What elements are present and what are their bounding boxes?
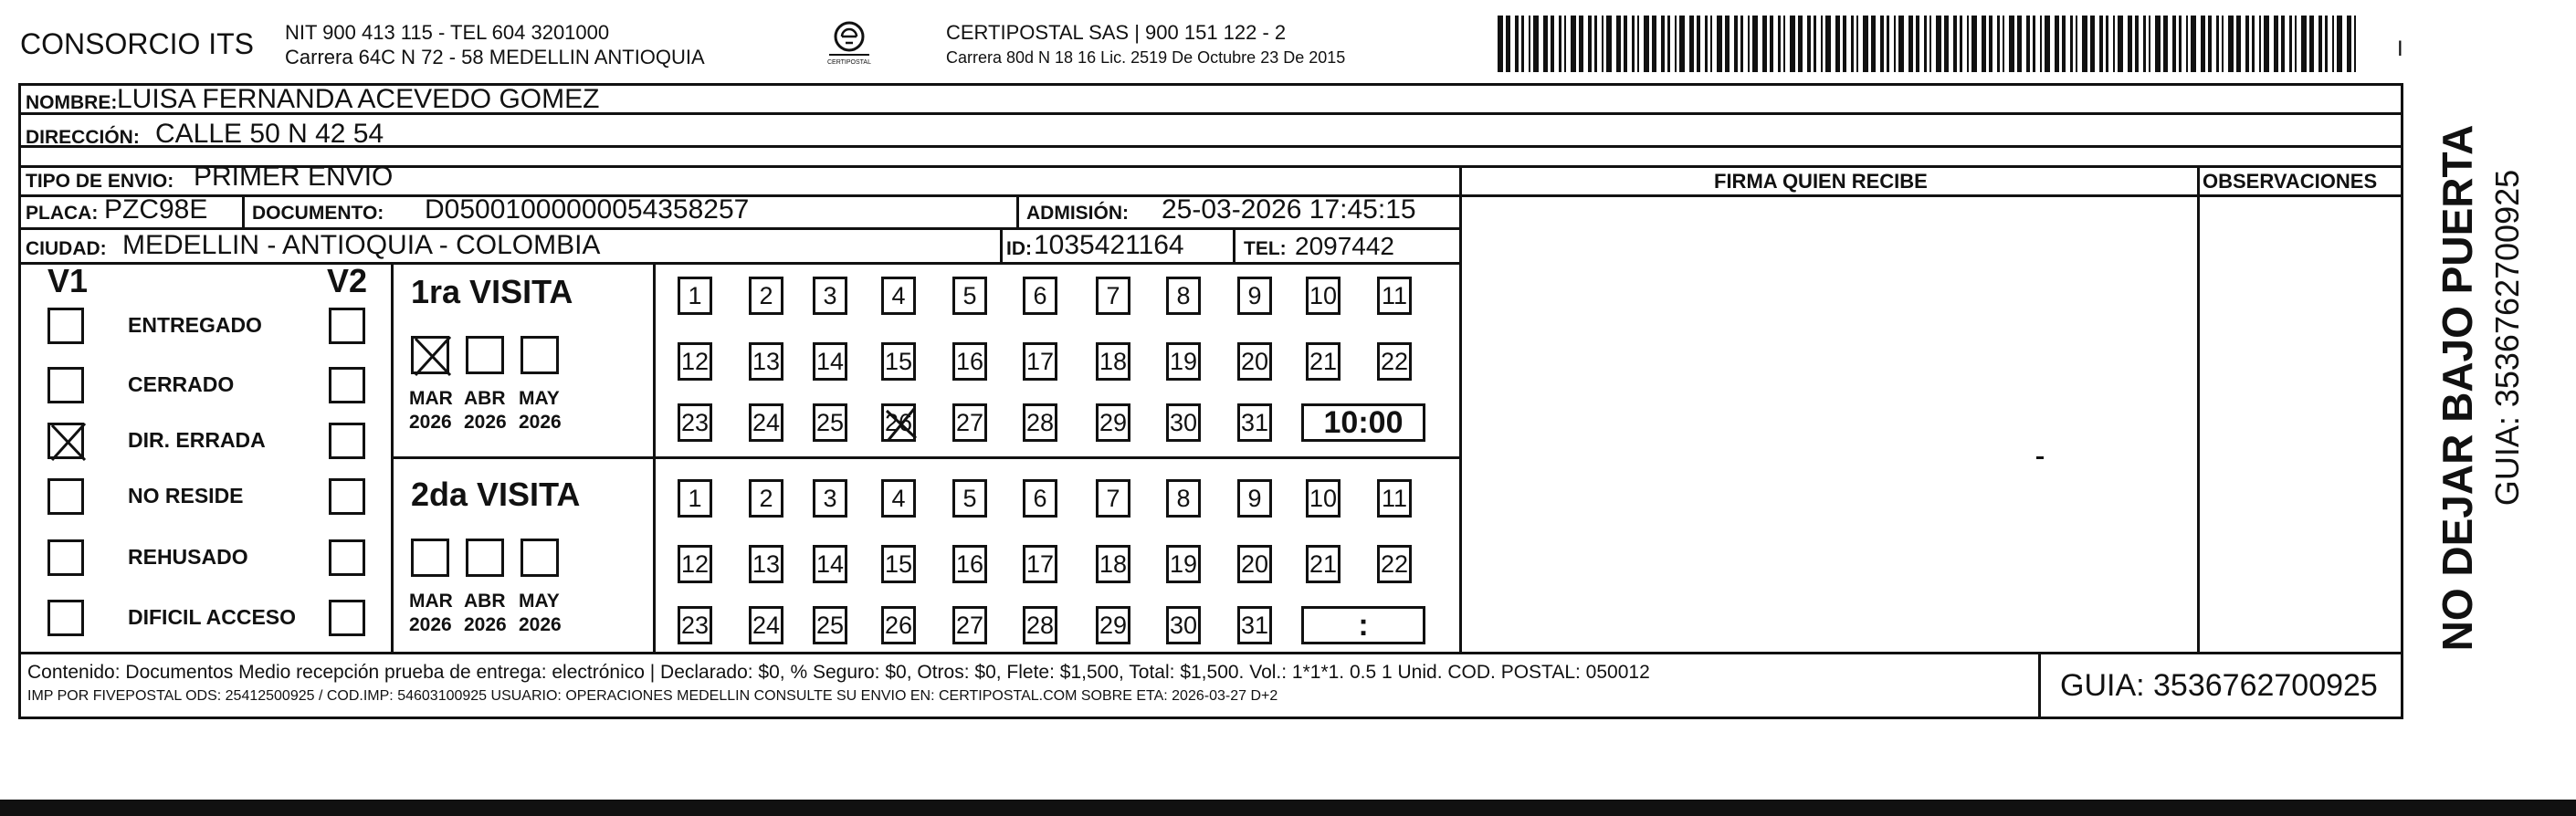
year-label: 2026 — [409, 614, 452, 635]
month-label: MAY — [519, 591, 560, 612]
day-cell[interactable] — [678, 277, 712, 315]
visit-title: 2da VISITA — [411, 476, 581, 513]
day-cell[interactable] — [952, 479, 987, 518]
day-cell[interactable] — [1166, 545, 1201, 583]
day-cell[interactable] — [1237, 403, 1272, 442]
month-checkbox[interactable] — [520, 539, 559, 577]
day-cell[interactable] — [1237, 545, 1272, 583]
month-label: ABR — [464, 388, 506, 409]
v1-checkbox[interactable] — [47, 478, 84, 515]
ciudad-label: CIUDAD: — [26, 238, 107, 259]
day-number: 12 — [680, 549, 710, 578]
v2-checkbox[interactable] — [329, 478, 365, 515]
month-checkbox[interactable] — [466, 539, 504, 577]
day-cell[interactable] — [1096, 545, 1130, 583]
v2-checkbox[interactable] — [329, 367, 365, 403]
visit-time-field[interactable] — [1301, 403, 1425, 442]
day-number: 4 — [891, 484, 906, 512]
day-cell[interactable] — [1306, 479, 1341, 518]
month-checkbox[interactable] — [411, 539, 449, 577]
day-cell[interactable] — [1377, 545, 1412, 583]
day-number: 30 — [1169, 408, 1198, 436]
day-number: 3 — [823, 281, 837, 309]
day-number: 21 — [1309, 549, 1338, 578]
day-number: 31 — [1240, 408, 1269, 436]
day-number: 4 — [891, 281, 906, 309]
month-label: MAR — [409, 388, 453, 409]
day-number: 15 — [884, 347, 913, 375]
day-number: 7 — [1106, 281, 1120, 309]
day-number: 5 — [962, 484, 977, 512]
day-number: 8 — [1176, 281, 1191, 309]
day-cell[interactable] — [881, 342, 916, 381]
day-cell[interactable] — [952, 545, 987, 583]
day-cell[interactable] — [1023, 479, 1057, 518]
day-cell[interactable] — [1023, 606, 1057, 644]
id-label: ID: — [1006, 238, 1032, 259]
company-nit: NIT 900 413 115 - TEL 604 3201000 — [285, 21, 610, 44]
placa-value: PZC98E — [104, 194, 208, 225]
day-cell[interactable] — [1237, 479, 1272, 518]
day-cell[interactable] — [678, 606, 712, 644]
day-number: 8 — [1176, 484, 1191, 512]
month-checkbox[interactable] — [411, 336, 449, 374]
v2-checkbox[interactable] — [329, 423, 365, 459]
day-cell[interactable] — [749, 545, 783, 583]
logo-text: CERTIPOSTAL — [827, 59, 871, 66]
admision-label: ADMISIÓN: — [1026, 203, 1129, 224]
day-number: 23 — [680, 611, 710, 639]
day-cell[interactable] — [881, 545, 916, 583]
day-cell[interactable] — [678, 479, 712, 518]
status-label: DIR. ERRADA — [128, 428, 266, 452]
day-cell[interactable] — [1306, 342, 1341, 381]
day-number: 20 — [1240, 347, 1269, 375]
v2-checkbox[interactable] — [329, 600, 365, 636]
month-label: ABR — [464, 591, 506, 612]
month-label: MAY — [519, 388, 560, 409]
v2-checkbox[interactable] — [329, 539, 365, 576]
day-number: 9 — [1247, 484, 1262, 512]
day-number: 19 — [1169, 549, 1198, 578]
day-cell[interactable] — [952, 606, 987, 644]
day-number: 20 — [1240, 549, 1269, 578]
day-number: 18 — [1099, 549, 1128, 578]
day-number: 16 — [955, 347, 984, 375]
day-cell[interactable] — [1023, 545, 1057, 583]
month-checkbox[interactable] — [520, 336, 559, 374]
v2-checkbox[interactable] — [329, 308, 365, 344]
day-number: 18 — [1099, 347, 1128, 375]
day-number: 26 — [884, 408, 913, 436]
day-cell[interactable] — [881, 606, 916, 644]
company-name: CONSORCIO ITS — [20, 27, 255, 60]
month-checkbox[interactable] — [466, 336, 504, 374]
status-label: DIFICIL ACCESO — [128, 605, 297, 629]
tel-label: TEL: — [1244, 238, 1287, 259]
day-number: 14 — [815, 549, 845, 578]
day-number: 10 — [1309, 484, 1338, 512]
day-cell[interactable] — [749, 606, 783, 644]
day-cell[interactable] — [1023, 342, 1057, 381]
day-cell[interactable] — [1306, 545, 1341, 583]
tipo-envio-value: PRIMER ENVIO — [194, 162, 394, 192]
admision-value: 25-03-2026 17:45:15 — [1162, 194, 1416, 225]
day-number: 23 — [680, 408, 710, 436]
day-number: 28 — [1025, 408, 1055, 436]
observaciones-label: OBSERVACIONES — [2203, 170, 2378, 193]
day-cell[interactable] — [813, 342, 847, 381]
day-cell[interactable] — [1306, 277, 1341, 315]
day-cell[interactable] — [749, 342, 783, 381]
status-label: NO RESIDE — [128, 484, 244, 507]
day-cell[interactable] — [1166, 342, 1201, 381]
day-cell[interactable] — [678, 545, 712, 583]
barcode-icon — [1498, 16, 2360, 72]
day-number: 9 — [1247, 281, 1262, 309]
scan-speck — [2036, 456, 2044, 459]
day-cell[interactable] — [1096, 342, 1130, 381]
day-number: 13 — [752, 549, 781, 578]
status-label: CERRADO — [128, 372, 235, 396]
day-cell[interactable] — [1237, 277, 1272, 315]
documento-label: DOCUMENTO: — [252, 203, 384, 224]
day-number: 22 — [1380, 549, 1409, 578]
visit-time-value: 10:00 — [1323, 404, 1404, 440]
footer-guia: GUIA: 3536762700925 — [2060, 668, 2378, 703]
day-number: 31 — [1240, 611, 1269, 639]
day-number: 24 — [752, 408, 781, 436]
corner-mark: I — [2397, 37, 2403, 61]
day-cell[interactable] — [1096, 403, 1130, 442]
day-cell[interactable] — [1096, 479, 1130, 518]
month-label: MAR — [409, 591, 453, 612]
certipostal-logo-icon — [822, 18, 877, 68]
day-number: 29 — [1099, 611, 1128, 639]
day-number: 10 — [1309, 281, 1338, 309]
year-label: 2026 — [464, 412, 507, 433]
day-number: 11 — [1381, 484, 1408, 512]
day-number: 17 — [1025, 549, 1055, 578]
day-cell[interactable] — [1377, 479, 1412, 518]
v1-checkbox[interactable] — [47, 367, 84, 403]
v1-checkbox[interactable] — [47, 308, 84, 344]
day-cell[interactable] — [813, 606, 847, 644]
day-number: 7 — [1106, 484, 1120, 512]
visit-time-value: : — [1358, 607, 1369, 643]
day-cell[interactable] — [881, 403, 916, 442]
v1-checkbox[interactable] — [47, 600, 84, 636]
tel-value: 2097442 — [1295, 232, 1395, 260]
day-number: 1 — [688, 484, 702, 512]
nombre-label: NOMBRE: — [26, 92, 118, 113]
year-label: 2026 — [519, 614, 562, 635]
day-cell[interactable] — [881, 479, 916, 518]
day-cell[interactable] — [813, 545, 847, 583]
day-cell[interactable] — [952, 403, 987, 442]
id-value: 1035421164 — [1034, 230, 1184, 260]
firma-label: FIRMA QUIEN RECIBE — [1714, 170, 1928, 193]
day-number: 30 — [1169, 611, 1198, 639]
day-number: 24 — [752, 611, 781, 639]
documento-value: D05001000000054358257 — [425, 194, 750, 225]
day-number: 25 — [815, 408, 845, 436]
day-number: 16 — [955, 549, 984, 578]
day-number: 14 — [815, 347, 845, 375]
day-number: 13 — [752, 347, 781, 375]
day-number: 6 — [1033, 281, 1047, 309]
year-label: 2026 — [519, 412, 562, 433]
visit-title: 1ra VISITA — [411, 273, 573, 310]
day-number: 22 — [1380, 347, 1409, 375]
day-number: 1 — [688, 281, 702, 309]
v1-checkbox[interactable] — [47, 423, 84, 459]
side-warning: NO DEJAR BAJO PUERTA — [2434, 124, 2481, 652]
day-number: 25 — [815, 611, 845, 639]
day-number: 17 — [1025, 347, 1055, 375]
company-address: Carrera 64C N 72 - 58 MEDELLIN ANTIOQUIA — [285, 46, 705, 68]
status-label: REHUSADO — [128, 545, 248, 569]
carrier-line: CERTIPOSTAL SAS | 900 151 122 - 2 — [946, 21, 1287, 44]
day-cell[interactable] — [749, 403, 783, 442]
tipo-envio-label: TIPO DE ENVIO: — [26, 171, 174, 192]
year-label: 2026 — [464, 614, 507, 635]
day-cell[interactable] — [1166, 606, 1201, 644]
day-number: 12 — [680, 347, 710, 375]
day-number: 19 — [1169, 347, 1198, 375]
day-cell[interactable] — [1096, 606, 1130, 644]
day-cell[interactable] — [1237, 606, 1272, 644]
day-number: 27 — [955, 408, 984, 436]
day-cell[interactable] — [678, 342, 712, 381]
day-number: 26 — [884, 611, 913, 639]
contenido-line: Contenido: Documentos Medio recepción prueba de entrega: electrónico | Declarado: $0, % Seguro: $0, Otros: $0, Flete: $1,500, Total: $1,500. Vol.: 1*1*1. 0.5 1 Unid. COD. POSTAL: 050012 — [27, 662, 1650, 683]
day-cell[interactable] — [1377, 342, 1412, 381]
day-cell[interactable] — [1377, 277, 1412, 315]
day-cell[interactable] — [1096, 277, 1130, 315]
day-number: 29 — [1099, 408, 1128, 436]
day-cell[interactable] — [1023, 403, 1057, 442]
day-cell[interactable] — [813, 479, 847, 518]
placa-label: PLACA: — [26, 203, 99, 224]
visit-time-field[interactable] — [1301, 606, 1425, 644]
day-cell[interactable] — [1023, 277, 1057, 315]
day-cell[interactable] — [813, 277, 847, 315]
day-cell[interactable] — [1166, 403, 1201, 442]
day-cell[interactable] — [678, 403, 712, 442]
carrier-address: Carrera 80d N 18 16 Lic. 2519 De Octubre 23 De 2015 — [946, 48, 1346, 67]
day-number: 27 — [955, 611, 984, 639]
day-cell[interactable] — [952, 277, 987, 315]
ciudad-value: MEDELLIN - ANTIOQUIA - COLOMBIA — [122, 230, 601, 260]
day-number: 15 — [884, 549, 913, 578]
direccion-label: DIRECCIÓN: — [26, 127, 140, 148]
day-cell[interactable] — [1166, 277, 1201, 315]
nombre-value: LUISA FERNANDA ACEVEDO GOMEZ — [117, 84, 600, 114]
year-label: 2026 — [409, 412, 452, 433]
day-number: 2 — [759, 281, 773, 309]
day-cell[interactable] — [1237, 342, 1272, 381]
day-number: 2 — [759, 484, 773, 512]
imp-line: IMP POR FIVEPOSTAL ODS: 25412500925 / COD.IMP: 54603100925 USUARIO: OPERACIONES MEDELLIN CONSULTE SU ENVIO EN: CERTIPOSTAL.COM SOBRE ETA: 2026-03-27 D+2 — [27, 688, 1278, 704]
v2-label: V2 — [327, 262, 368, 299]
day-cell[interactable] — [1166, 479, 1201, 518]
day-cell[interactable] — [952, 342, 987, 381]
day-cell[interactable] — [749, 277, 783, 315]
day-number: 11 — [1381, 281, 1408, 309]
day-cell[interactable] — [749, 479, 783, 518]
side-guia: GUIA: 3536762700925 — [2488, 169, 2526, 507]
status-label: ENTREGADO — [128, 313, 262, 337]
v1-label: V1 — [47, 262, 89, 299]
v1-checkbox[interactable] — [47, 539, 84, 576]
direccion-value: CALLE 50 N 42 54 — [155, 119, 384, 149]
day-cell[interactable] — [813, 403, 847, 442]
day-number: 28 — [1025, 611, 1055, 639]
scan-bottom-edge — [0, 800, 2576, 816]
day-number: 6 — [1033, 484, 1047, 512]
day-cell[interactable] — [881, 277, 916, 315]
day-number: 5 — [962, 281, 977, 309]
day-number: 3 — [823, 484, 837, 512]
day-number: 21 — [1309, 347, 1338, 375]
